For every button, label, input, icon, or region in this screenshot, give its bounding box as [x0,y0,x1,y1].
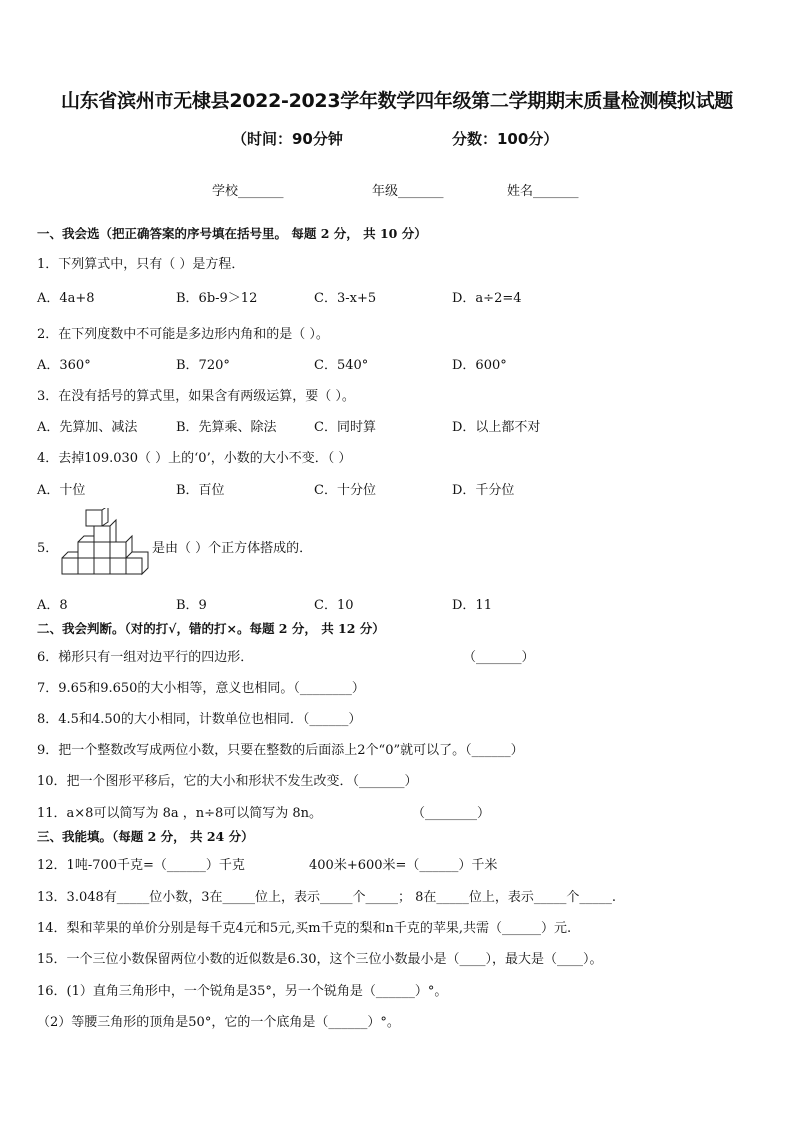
q3-option-a: A．先算加、减法 [37,420,138,435]
q5-option-b: B．9 [176,598,207,613]
question-6: 6．梯形只有一组对边平行的四边形． [37,650,254,665]
q1-option-c: C．3-x+5 [314,291,377,306]
question-13: 13．3.048有_____位小数，3在_____位上，表示_____个_____； 8在_____位上，表示_____个_____. [37,890,617,905]
exam-score: 分数：100分） [452,130,559,148]
question-9: 9．把一个整数改写成两位小数，只要在整数的后面添上2个“0”就可以了。（______） [37,743,524,758]
q2-option-c: C．540° [314,358,369,373]
school-field: 学校_______ [212,184,284,199]
cube-stack-figure [58,508,150,576]
q4-option-d: D．千分位 [452,483,515,498]
section-heading-choice: 一、我会选（把正确答案的序号填在括号里。 每题 2 分， 共 10 分） [37,226,427,241]
q4-option-b: B．百位 [176,483,225,498]
q11-answer-blank: （________） [412,806,491,821]
question-16-part-2: （2）等腰三角形的顶角是50°，它的一个底角是（______）°。 [37,1015,400,1030]
question-1: 1．下列算式中，只有（ ）是方程． [37,257,245,272]
q5-option-a: A．8 [37,598,68,613]
question-3: 3．在没有括号的算式里，如果含有两级运算，要（ ）。 [37,389,355,404]
q2-option-b: B．720° [176,358,230,373]
q2-option-a: A．360° [37,358,91,373]
q3-option-d: D．以上都不对 [452,420,541,435]
q5-option-c: C．10 [314,598,354,613]
section-heading-judge: 二、我会判断。（对的打√，错的打×。每题 2 分， 共 12 分） [37,621,385,636]
question-10: 10．把一个图形平移后，它的大小和形状不发生改变．（_______） [37,774,418,789]
section-heading-fill: 三、我能填。（每题 2 分， 共 24 分） [37,829,254,844]
q6-answer-blank: （_______） [463,650,535,665]
question-8: 8．4.5和4.50的大小相同，计数单位也相同．（______） [37,712,362,727]
grade-field: 年级_______ [372,184,444,199]
name-field: 姓名_______ [507,184,579,199]
question-4: 4．去掉109.030（ ）上的‘0’，小数的大小不变．（ ） [37,451,352,466]
question-14: 14．梨和苹果的单价分别是每千克4元和5元,买m千克的梨和n千克的苹果,共需（______）元. [37,921,572,936]
q1-option-a: A．4a+8 [37,291,95,306]
question-16: 16．(1）直角三角形中，一个锐角是35°，另一个锐角是（______）°。 [37,984,448,999]
question-15: 15．一个三位小数保留两位小数的近似数是6.30，这个三位小数最小是（____），最大是（____）。 [37,952,603,967]
exam-time: （时间：90分钟 [232,130,343,148]
question-2: 2．在下列度数中不可能是多边形内角和的是（ ）。 [37,327,329,342]
page-title: 山东省滨州市无棣县2022-2023学年数学四年级第二学期期末质量检测模拟试题 [61,90,733,112]
q3-option-b: B．先算乘、除法 [176,420,277,435]
q4-option-c: C．十分位 [314,483,376,498]
q1-option-b: B．6b-9＞12 [176,291,258,306]
question-5-number: 5． [37,541,59,556]
q5-option-d: D．11 [452,598,492,613]
question-7: 7．9.65和9.650的大小相等，意义也相同。（________） [37,681,365,696]
question-12: 12．1吨-700千克=（______）千克 [37,858,245,873]
q3-option-c: C．同时算 [314,420,376,435]
question-12-part-2: 400米+600米=（______）千米 [309,858,498,873]
q1-option-d: D．a÷2=4 [452,291,522,306]
q2-option-d: D．600° [452,358,507,373]
question-5: 是由（ ）个正方体搭成的． [152,541,313,556]
q4-option-a: A．十位 [37,483,86,498]
question-11: 11．a×8可以简写为 8a ，n÷8可以简写为 8n。 [37,806,323,821]
